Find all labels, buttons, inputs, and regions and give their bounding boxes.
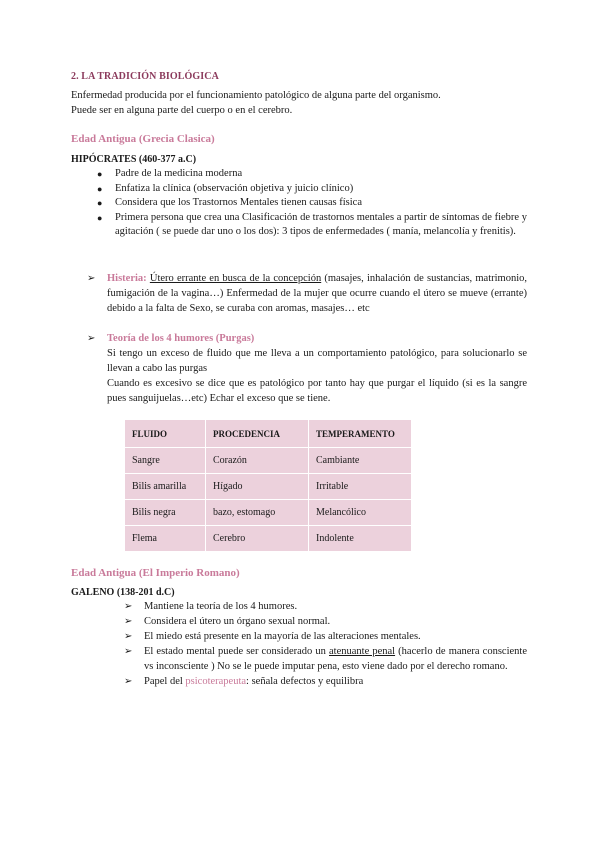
humores-block (87, 331, 527, 406)
list-item: ● Considera que los Trastornos Mentales tienen causas física (115, 196, 527, 211)
histeria-underlined: Útero errante en busca de la concepción (149, 273, 322, 284)
arrow-icon: ➢ (87, 333, 96, 344)
person-galeno: GALENO (138-201 d.C) (71, 587, 175, 598)
list-item: ● Padre de la medicina moderna (115, 167, 527, 182)
table-cell: bazo, estomago (206, 500, 309, 526)
humores-p1: Si tengo un exceso de fluido que me lleva a un comportamiento patológico, para solucionarlo se llevan a cabo las purgas (107, 348, 527, 374)
person-hipocrates: HIPÓCRATES (460-377 a.C) (71, 154, 197, 165)
arrow-icon: ➢ (87, 273, 96, 284)
list-item: ➢ Mantiene la teoría de los 4 humores. (124, 601, 298, 612)
table-cell: Sangre (125, 448, 206, 474)
table-cell: Indolente (309, 526, 412, 552)
table-cell: Bilis amarilla (125, 474, 206, 500)
table-cell: Melancólico (309, 500, 412, 526)
humores-table (124, 419, 412, 552)
list-item: ➢ El estado mental puede ser considerado un atenuante penal (hacerlo de manera consciente vs inconsciente ) No se le puede imputar pena, esto viene dado por el derecho romano. (124, 646, 527, 672)
galeno-list (124, 599, 527, 689)
arrow-icon: ➢ (124, 676, 133, 687)
table-header: TEMPERAMENTO (309, 420, 412, 448)
table-cell: Hígado (206, 474, 309, 500)
atenuante-penal: atenuante penal (329, 646, 396, 657)
table-row (125, 448, 412, 474)
histeria-text: (masajes, inhalación de sustancias, matrimonio, fumigación de la vagina…) Enfermedad de la mujer que ocurre cuando el útero se mueve (errante) debido a la falta de Sexo, se curaba con aromas, masajes… etc (107, 273, 527, 314)
hipocrates-list (97, 167, 527, 240)
arrow-icon: ➢ (124, 631, 133, 642)
intro-line-2: Puede ser en alguna parte del cuerpo o en el cerebro. (71, 105, 293, 116)
humores-p2: Cuando es excesivo se dice que es patológico por tanto hay que purgar el líquido (si es la sangre pues sanguijuelas…etc) Echar el exceso que se tiene. (107, 378, 527, 404)
intro-line-1: Enfermedad producida por el funcionamiento patológico de alguna parte del organismo. (71, 90, 441, 101)
humores-label: Teoría de los 4 humores (Purgas) (107, 333, 255, 344)
histeria-label: Histeria: (107, 273, 147, 284)
section-title: 2. LA TRADICIÓN BIOLÓGICA (71, 71, 219, 82)
table-cell: Cambiante (309, 448, 412, 474)
bullet-icon: ● (97, 198, 103, 208)
table-header-row (125, 420, 412, 448)
arrow-icon: ➢ (124, 616, 133, 627)
table-cell: Corazón (206, 448, 309, 474)
table-header: PROCEDENCIA (206, 420, 309, 448)
table-row (125, 500, 412, 526)
intro-text (71, 88, 441, 118)
table-row (125, 474, 412, 500)
list-item: ➢ Considera el útero un órgano sexual normal. (124, 616, 331, 627)
psicoterapeuta-highlight: psicoterapeuta (185, 676, 247, 687)
table-header: FLUIDO (125, 420, 206, 448)
list-item: ➢ El miedo está presente en la mayoría de las alteraciones mentales. (124, 631, 421, 642)
histeria-block (87, 271, 527, 316)
arrow-icon: ➢ (124, 601, 133, 612)
bullet-icon: ● (97, 183, 103, 194)
table-cell: Irritable (309, 474, 412, 500)
bullet-icon: ● (97, 169, 103, 179)
list-item: ● Enfatiza la clínica (observación objetiva y juicio clínico) (115, 182, 527, 197)
bullet-icon: ● (97, 212, 103, 223)
table-cell: Bilis negra (125, 500, 206, 526)
era-heading-grecia: Edad Antigua (Grecia Clasica) (71, 133, 215, 145)
list-item: ➢ Papel del psicoterapeuta: señala defectos y equilibra (124, 676, 364, 687)
table-row (125, 526, 412, 552)
list-item: ● Primera persona que crea una Clasificación de trastornos mentales a partir de síntomas de fiebre y agitación ( se puede dar uno o los dos): 3 tipos de enfermedades ( manía, melancolía y frenitis). (97, 211, 527, 237)
arrow-icon: ➢ (124, 646, 133, 657)
table-cell: Cerebro (206, 526, 309, 552)
era-heading-roma: Edad Antigua (El Imperio Romano) (71, 567, 240, 579)
table-cell: Flema (125, 526, 206, 552)
